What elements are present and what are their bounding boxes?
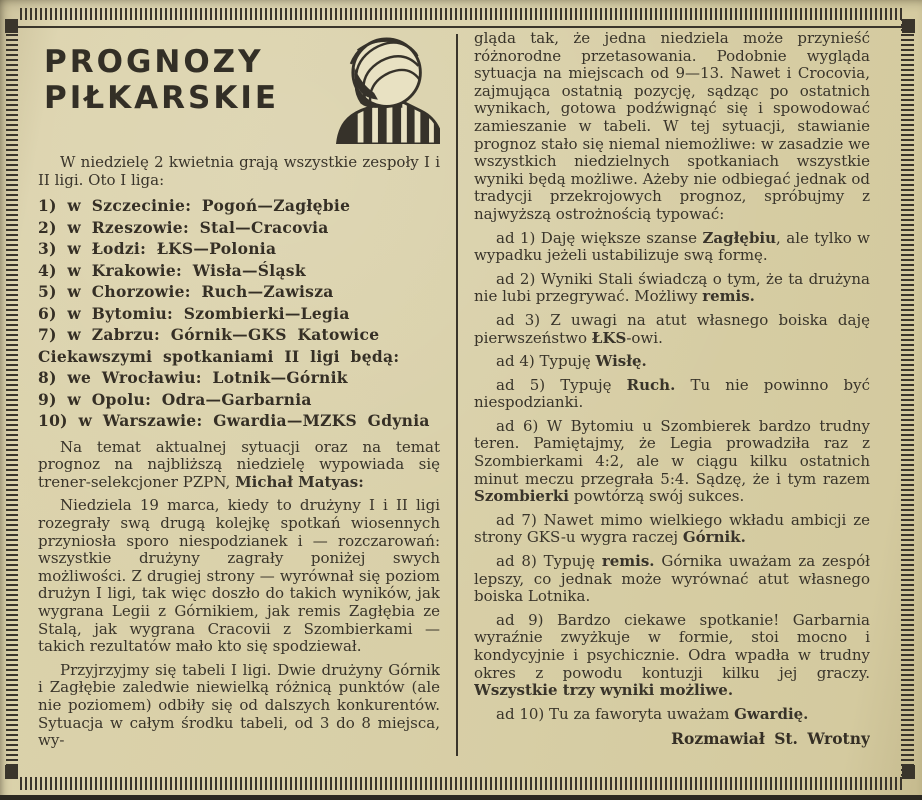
prediction-ad-5: ad 5) Typuję Ruch. Tu nie powinno być niespodzianki. [474, 375, 870, 412]
match-line-3: 3) w Łodzi: ŁKS—Polonia [38, 239, 277, 259]
match-line-8: 8) we Wrocławiu: Lotnik—Górnik [38, 368, 348, 388]
match-line-10: 10) w Warszawie: Gwardia—MZKS Gdynia [38, 411, 430, 431]
prediction-ad-9: ad 9) Bardzo ciekawe spotkanie! Garbarnia wyraźnie zwyżkuje w formie, stoi mocno i kondycyjnie i psychicznie. Odra wpadła w trudny okres z powodu kontuzji kilku jej graczy. Wszystkie trzy wyniki możliwe. [474, 610, 870, 700]
match-line-2: 2) w Rzeszowie: Stal—Cracovia [38, 217, 329, 237]
article-title-line2: PIŁKARSKIE [44, 80, 280, 116]
top-rule-line [18, 26, 904, 28]
prediction-ad-3: ad 3) Z uwagi na atut własnego boiska daję pierwszeństwo ŁKS-owi. [474, 310, 870, 347]
prediction-ad-4: ad 4) Typuję Wisłę. [496, 352, 647, 371]
match-line-5: 5) w Chorzowie: Ruch—Zawisza [38, 282, 334, 302]
right-column [474, 30, 870, 766]
intro-paragraph: W niedzielę 2 kwietnia grają wszystkie zespoły I i II ligi. Oto I liga: [38, 153, 440, 189]
article-title-line1: PROGNOZY [44, 44, 264, 80]
league-table-paragraph: Przyjrzyjmy się tabeli I ligi. Dwie drużyny Górnik i Zagłębie zaledwie niewielką różnicą punktów (ale nie poziomem) odbiły się od dalszych konkurentów. Sytuacja w całym środku tabeli, od 3 do 8 miejsca, wy- [38, 660, 440, 750]
column-divider-rule [456, 34, 458, 756]
match-list [38, 195, 440, 432]
match-line-4: 4) w Krakowie: Wisła—Śląsk [38, 260, 306, 280]
article-masthead [38, 36, 440, 148]
prediction-ad-2: ad 2) Wyniki Stali świadczą o tym, że ta drużyna nie lubi przegrywać. Możliwy remis. [474, 269, 870, 306]
frame-corner-top-left [5, 19, 18, 33]
match-line-7: 7) w Zabrzu: Górnik—GKS Katowice [38, 325, 380, 345]
frame-corner-bottom-right [902, 765, 915, 779]
match-line-6: 6) w Bytomiu: Szombierki—Legia [38, 303, 350, 323]
second-league-heading: Ciekawszymi spotkaniami II ligi będą: [38, 346, 400, 366]
prediction-ad-7: ad 7) Nawet mimo wielkiego wkładu ambicji ze strony GKS-u wygra raczej Górnik. [474, 510, 870, 547]
frame-border-top [20, 8, 902, 20]
frame-corner-bottom-left [5, 765, 18, 779]
left-column [38, 36, 440, 766]
frame-border-bottom [20, 777, 902, 790]
prediction-ad-10: ad 10) Tu za faworyta uważam Gwardię. [496, 704, 809, 723]
frame-border-right [901, 19, 914, 778]
prediction-ad-1: ad 1) Daję większe szanse Zagłębiu, ale tylko w wypadku jeżeli ustabilizuje swą formę. [474, 228, 870, 265]
interview-intro-paragraph: Na temat aktualnej sytuacji oraz na temat prognoz na najbliższą niedzielę wypowiada się trener-selekcjoner PZPN, Michał Matyas: [38, 437, 440, 491]
prediction-ad-6: ad 6) W Bytomiu u Szombierek bardzo trudny teren. Pamiętajmy, że Legia prowadziła raz z Szombierkami 4:2, ale w ciągu kilku ostatnich minut meczu przegrała 5:4. Sądzę, że i tym razem Szombierki powtórzą swój sukces. [474, 416, 870, 506]
football-head-icon [334, 36, 440, 144]
continuation-paragraph: gląda tak, że jedna niedziela może przynieść różnorodne przetasowania. Podobnie wygląda sytuacja na miejscach od 9—13. Nawet i Crocovia, zajmująca ostatnią pozycję, sądząc po ostatnich wynikach, gotowa podźwignąć się i spowodować zamieszanie w tabeli. W tej sytuacji, stawianie prognoz stało się niemal niemożliwe: w zasadzie we wszystkich niedzielnych spotkaniach wszystkie wyniki będą możliwe. Ażeby nie odbiegać jednak od tradycji przekrojowych prognoz, spróbujmy z najwyższą ostrożnością typować: [474, 30, 870, 223]
frame-border-left [6, 19, 18, 778]
article-title [44, 44, 279, 116]
page-bottom-edge [0, 795, 922, 800]
march-roundup-paragraph: Niedziela 19 marca, kiedy to drużyny I i II ligi rozegrały swą drugą kolejkę spotkań wiosennych przyniosła sporo niespodzianek i — rozczarowań: wszystkie drużyny zagrały poniżej swych możliwości. Z drugiej strony — wyrównał się poziom drużyn I ligi, tak więc doszło do takich wyników, jak wygrana Legii z Górnikiem, jak remis Zagłębia ze Stalą, jak wygrana Cracovii z Szombierkami — takich rezultatów mało kto się spodziewał. [38, 496, 440, 656]
prediction-ad-8: ad 8) Typuję remis. Górnika uważam za zespół lepszy, co jednak może wyrównać atut własnego boiska Lotnika. [474, 552, 870, 606]
match-line-1: 1) w Szczecinie: Pogoń—Zagłębie [38, 196, 351, 216]
match-line-9: 9) w Opolu: Odra—Garbarnia [38, 389, 312, 409]
byline: Rozmawiał St. Wrotny [671, 729, 870, 749]
